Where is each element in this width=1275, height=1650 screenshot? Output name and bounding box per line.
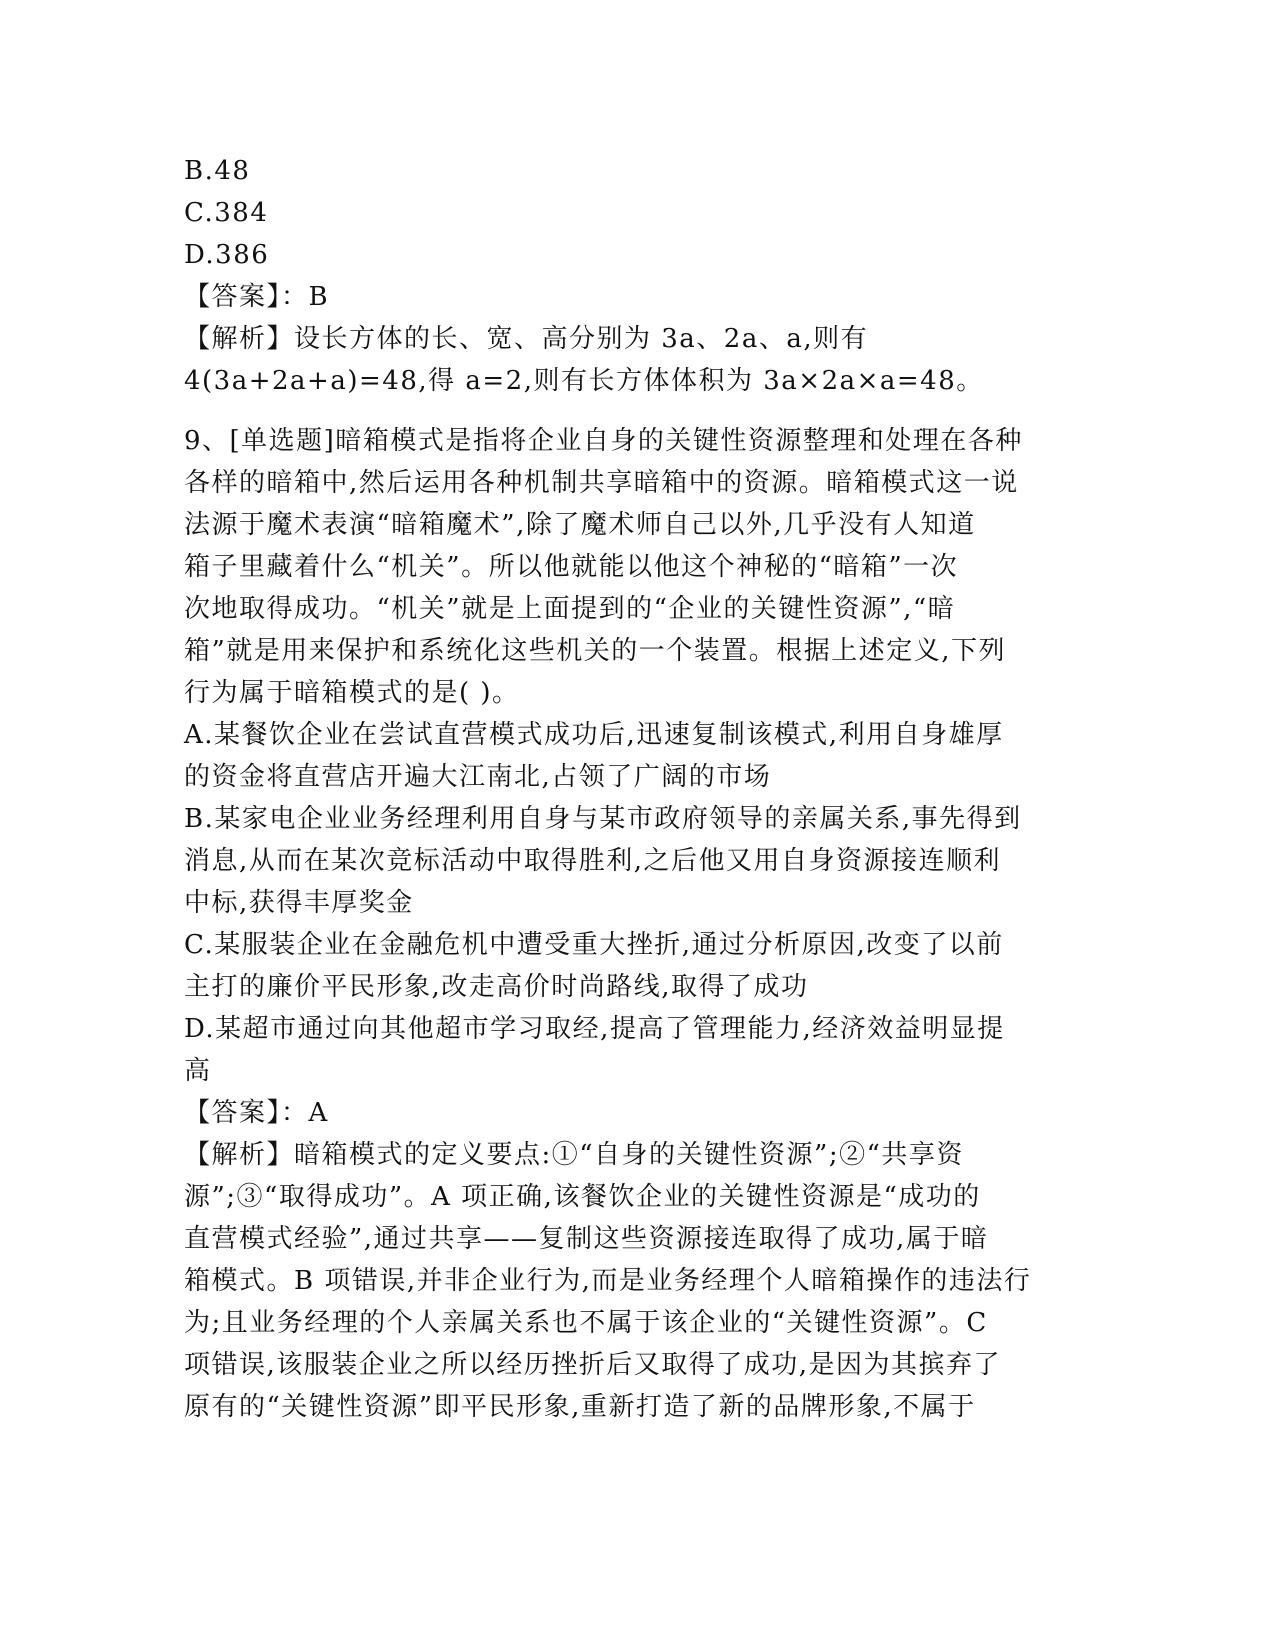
option-line: 高	[184, 1056, 212, 1086]
answer-line: 【答案】：A	[184, 1098, 329, 1128]
option-c: C.384	[184, 198, 269, 228]
analysis-line: 为;且业务经理的个人亲属关系也不属于该企业的“关键性资源”。C	[184, 1308, 988, 1338]
question-stem-line: 箱子里藏着什么“机关”。所以他就能以他这个神秘的“暗箱”一次	[184, 552, 959, 582]
question-stem-line: 法源于魔术表演“暗箱魔术”,除了魔术师自己以外,几乎没有人知道	[184, 510, 976, 540]
option-line: C.某服装企业在金融危机中遭受重大挫折,通过分析原因,改变了以前	[184, 930, 1004, 960]
analysis-line: 源”;③“取得成功”。A 项正确,该餐饮企业的关键性资源是“成功的	[184, 1182, 981, 1212]
question-stem-line: 行为属于暗箱模式的是( )。	[184, 678, 520, 708]
option-line: D.某超市通过向其他超市学习取经,提高了管理能力,经济效益明显提	[184, 1014, 1005, 1044]
option-b: B.48	[184, 156, 251, 186]
analysis-line: 箱模式。B 项错误,并非企业行为,而是业务经理个人暗箱操作的违法行	[184, 1266, 1032, 1296]
option-line: 的资金将直营店开遍大江南北,占领了广阔的市场	[184, 762, 772, 792]
answer-line: 【答案】：B	[184, 282, 330, 312]
option-d: D.386	[184, 240, 270, 270]
option-line: B.某家电企业业务经理利用自身与某市政府领导的亲属关系,事先得到	[184, 804, 1022, 834]
option-line: 主打的廉价平民形象,改走高价时尚路线,取得了成功	[184, 972, 809, 1002]
analysis-line: 【解析】设长方体的长、宽、高分别为 3a、2a、a,则有	[184, 324, 869, 354]
question-stem-line: 箱”就是用来保护和系统化这些机关的一个装置。根据上述定义,下列	[184, 636, 1007, 666]
option-line: 中标,获得丰厚奖金	[184, 888, 414, 918]
question-stem-line: 各样的暗箱中,然后运用各种机制共享暗箱中的资源。暗箱模式这一说	[184, 468, 1019, 498]
question-stem-line: 9、[单选题]暗箱模式是指将企业自身的关键性资源整理和处理在各种	[184, 426, 1023, 456]
analysis-line: 原有的“关键性资源”即平民形象,重新打造了新的品牌形象,不属于	[184, 1392, 976, 1422]
analysis-line: 直营模式经验”,通过共享——复制这些资源接连取得了成功,属于暗	[184, 1224, 989, 1254]
paragraph-gap	[184, 402, 1084, 420]
option-line: A.某餐饮企业在尝试直营模式成功后,迅速复制该模式,利用自身雄厚	[184, 720, 1004, 750]
question-stem-line: 次地取得成功。“机关”就是上面提到的“企业的关键性资源”,“暗	[184, 594, 956, 624]
analysis-line: 项错误,该服装企业之所以经历挫折后又取得了成功,是因为其摈弃了	[184, 1350, 1002, 1380]
analysis-line: 【解析】暗箱模式的定义要点:①“自身的关键性资源”;②“共享资	[184, 1140, 964, 1170]
document-page	[184, 150, 1084, 1428]
analysis-line: 4(3a+2a+a)=48,得 a=2,则有长方体体积为 3a×2a×a=48。	[184, 366, 984, 396]
option-line: 消息,从而在某次竞标活动中取得胜利,之后他又用自身资源接连顺利	[184, 846, 1002, 876]
